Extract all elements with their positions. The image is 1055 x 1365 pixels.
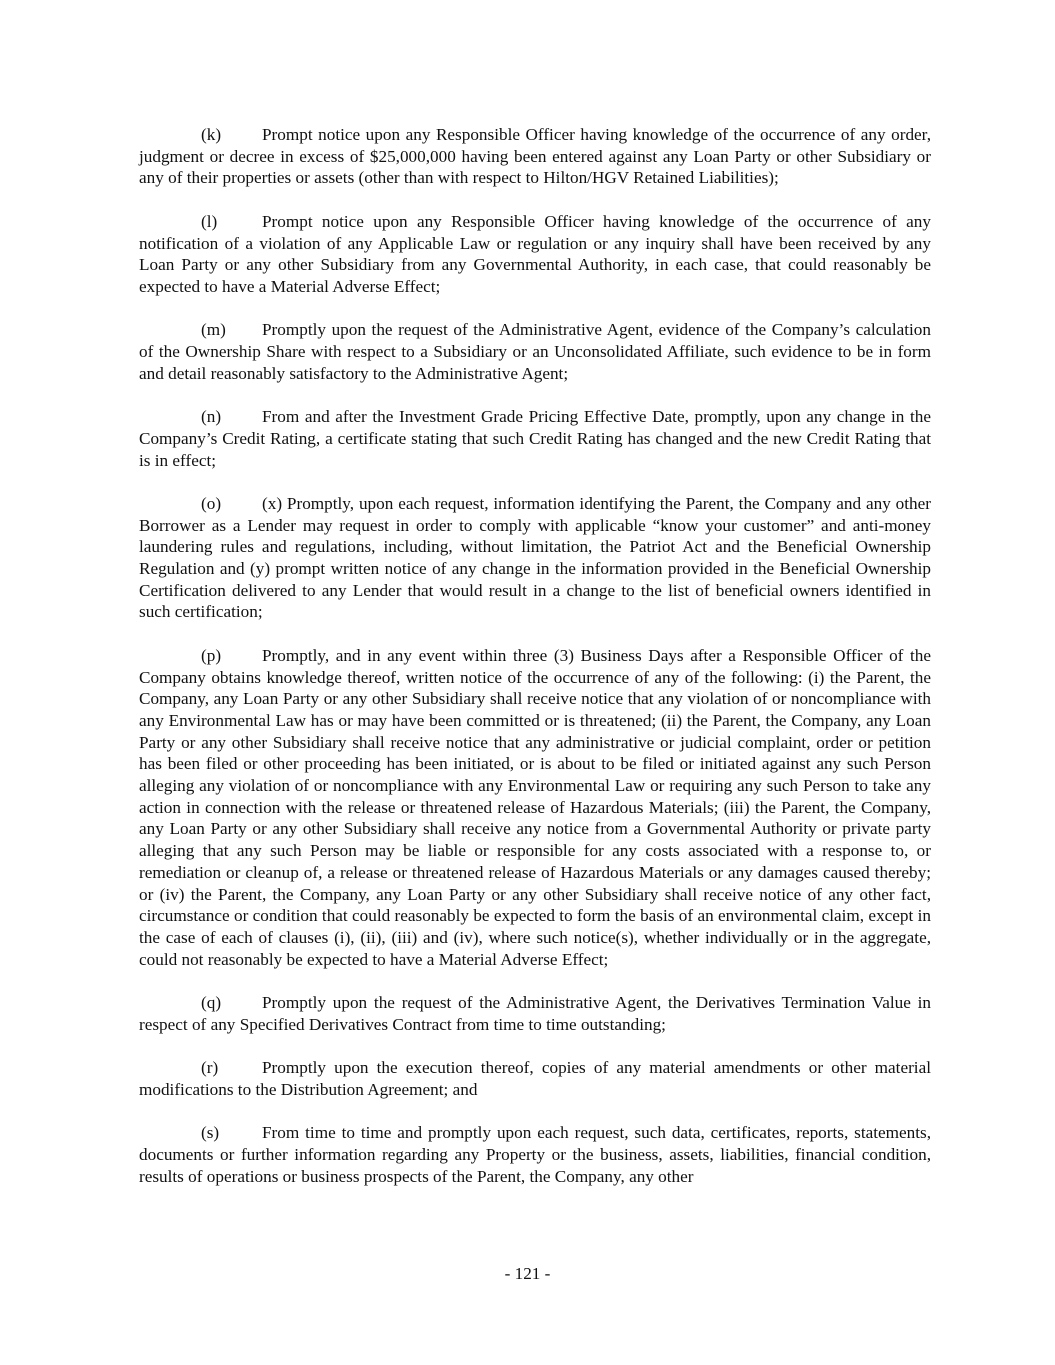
clause-text: Prompt notice upon any Responsible Officer having knowledge of the occurrence of any notification of a violation of any Applicable Law or regulation or any inquiry shall have been received by any Loan Party or any other Subsidiary from any Governmental Authority, in each case, that could reasonably be expected to have a Material Adverse Effect; xyxy=(139,211,931,296)
clause-s xyxy=(139,1122,931,1187)
document-body xyxy=(139,124,931,1209)
clause-r xyxy=(139,1057,931,1100)
clause-k xyxy=(139,124,931,189)
clause-o xyxy=(139,493,931,623)
clause-m xyxy=(139,319,931,384)
clause-label: (l) xyxy=(201,211,218,231)
clause-text: (x) Promptly, upon each request, information identifying the Parent, the Company and any other Borrower as a Lender may request in order to comply with applicable “know your customer” and anti-money laundering rules and regulations, including, without limitation, the Patriot Act and the Beneficial Ownership Regulation and (y) prompt written notice of any change in the information provided in the Beneficial Ownership Certification delivered to any Lender that would result in a change to the list of beneficial owners identified in such certification; xyxy=(139,493,931,622)
clause-label: (m) xyxy=(201,320,226,340)
clause-l xyxy=(139,211,931,298)
clause-label: (r) xyxy=(201,1058,219,1078)
clause-q xyxy=(139,992,931,1035)
clause-text: From time to time and promptly upon each request, such data, certificates, reports, statements, documents or further information regarding any Property or the business, assets, liabilities, financial condition, results of operations or business prospects of the Parent, the Company, any other xyxy=(139,1123,931,1186)
clause-text: Promptly, and in any event within three (3) Business Days after a Responsible Officer of the Company obtains knowledge thereof, written notice of the occurrence of any of the following: (i) the Parent, the Company, any Loan Party or any other Subsidiary shall receive notice that any violation of or noncompliance with any Environmental Law has or may have been committed or is threatened; (ii) the Parent, the Company, any Loan Party or any other Subsidiary shall receive notice that any administrative or judicial complaint, order or petition has been filed or other proceeding has been initiated, or is about to be filed or initiated against any such Person alleging any violation of or noncompliance with any Environmental Law or requiring any such Person to take any action in connection with the release or threatened release of Hazardous Materials; (iii) the Parent, the Company, any Loan Party or any other Subsidiary shall receive any notice from a Governmental Authority or private party alleging that any such Person may be liable or responsible for any costs associated with a response to, or remediation or cleanup of, a release or threatened release of Hazardous Materials or any damages caused thereby; or (iv) the Parent, the Company, any Loan Party or any other Subsidiary shall receive notice of any other fact, circumstance or condition that could reasonably be expected to form the basis of an environmental claim, except in the case of each of clauses (i), (ii), (iii) and (iv), where such notice(s), whether individually or in the aggregate, could not reasonably be expected to have a Material Adverse Effect; xyxy=(139,645,931,969)
clause-label: (o) xyxy=(201,493,222,513)
clause-text: Promptly upon the request of the Administrative Agent, the Derivatives Termination Value in respect of any Specified Derivatives Contract from time to time outstanding; xyxy=(139,993,931,1034)
clause-label: (s) xyxy=(201,1123,220,1143)
clause-n xyxy=(139,406,931,471)
clause-label: (q) xyxy=(201,993,222,1013)
clause-p xyxy=(139,645,931,971)
clause-text: Prompt notice upon any Responsible Officer having knowledge of the occurrence of any order, judgment or decree in excess of $25,000,000 having been entered against any Loan Party or other Subsidiary or any of their properties or assets (other than with respect to Hilton/HGV Retained Liabilities); xyxy=(139,125,931,188)
clause-text: Promptly upon the execution thereof, copies of any material amendments or other material modifications to the Distribution Agreement; and xyxy=(139,1058,931,1099)
clause-label: (n) xyxy=(201,407,222,427)
clause-text: From and after the Investment Grade Pricing Effective Date, promptly, upon any change in the Company’s Credit Rating, a certificate stating that such Credit Rating has changed and the new Credit Rating that is in effect; xyxy=(139,407,931,470)
page-number: - 121 - xyxy=(504,1264,551,1283)
clause-text: Promptly upon the request of the Administrative Agent, evidence of the Company’s calculation of the Ownership Share with respect to a Subsidiary or an Unconsolidated Affiliate, such evidence to be in form and detail reasonably satisfactory to the Administrative Agent; xyxy=(139,320,931,383)
clause-label: (k) xyxy=(201,125,222,144)
clause-label: (p) xyxy=(201,645,222,665)
